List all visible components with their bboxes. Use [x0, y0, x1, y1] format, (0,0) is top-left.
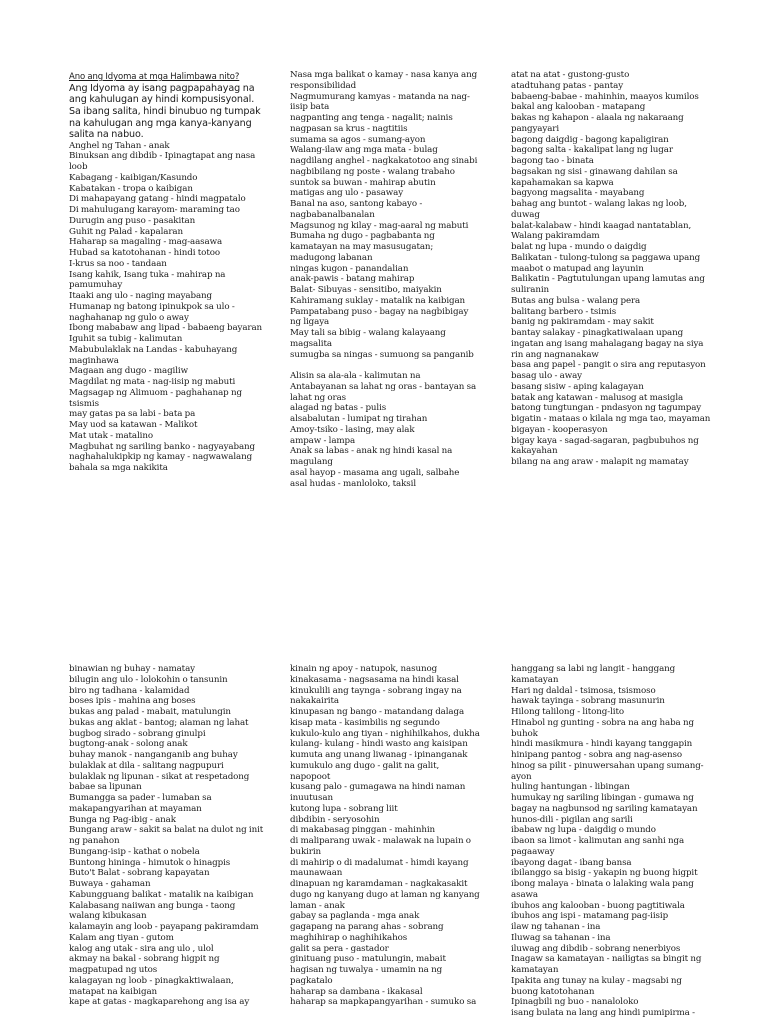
idiom-entry: Guhit ng Palad - kapalaran	[69, 226, 183, 237]
column-5	[290, 664, 480, 1008]
idiom-entry: bigatin - mataas o kilala ng mga tao, mayaman	[511, 414, 711, 424]
idiom-entry: hawak tayinga - sobrang masunurin	[511, 696, 665, 707]
idiom-list-1	[69, 141, 265, 474]
idiom-entry: bagyong magsalita - mayabang	[511, 188, 645, 199]
idiom-entry: Magaan ang dugo - magiliw	[69, 366, 188, 377]
idiom-entry: ampaw - lampa	[290, 435, 356, 446]
idiom-entry: Mat utak - matalino	[69, 430, 153, 441]
idiom-entry: iluwag ang dibdib - sobrang nenerbiyos	[511, 943, 681, 954]
idiom-entry: Kalam ang tiyan - gutom	[69, 932, 174, 943]
idiom-entry: kinupasan ng bango - matandang dalaga	[290, 707, 465, 717]
idiom-entry: Kabagang - kaibigan/Kasundo	[69, 172, 198, 183]
idiom-entry: Buwaya - gahaman	[69, 879, 151, 889]
idiom-entry: sumama sa agos - sumang-ayon	[290, 134, 426, 145]
idiom-entry: ginituang puso - matulungin, mabait	[290, 954, 446, 965]
idiom-entry: kutong lupa - sobrang liit	[290, 803, 398, 814]
idiom-entry: ibaon sa limot - kalimutan ang sanhi nga pagaaway	[511, 836, 685, 857]
idiom-entry: Anak sa labas - anak ng hindi kasal na magulang	[290, 446, 453, 467]
idiom-entry: Magdilat ng mata - nag-iisip ng mabuti	[69, 377, 236, 388]
idiom-entry: batong tungtungan - pndasyon ng tagumpay	[511, 403, 702, 414]
idiom-entry: Inagaw sa kamatayan - nailigtas sa bingit ng kamatayan	[511, 954, 702, 975]
idiom-entry: balitang barbero - tsimis	[511, 306, 617, 317]
idiom-entry: Binuksan ang dibdib - Ipinagtapat ang nasa loob	[69, 151, 256, 173]
idiom-entry: di maliparang uwak - malawak na lupain o bukirin	[290, 836, 471, 857]
idiom-entry: asal hayop - masama ang ugali, salbahe	[290, 467, 460, 478]
idiom-entry: Hinabol ng gunting - sobra na ang haba ng buhok	[511, 717, 694, 739]
idiom-entry: isang bulata na lang ang hindi pumipirma -	[511, 1008, 695, 1018]
idiom-entry: Durugin ang puso - pasakitan	[69, 215, 196, 226]
column-2	[290, 70, 480, 489]
idiom-entry: Isang kahik, Isang tuka - mahirap na pamumuhay	[69, 269, 226, 291]
idiom-entry: nagbibilang ng poste - walang trabaho	[290, 166, 455, 177]
idiom-entry: boses ipis - mahina ang boses	[69, 696, 196, 707]
idiom-entry: bantay salakay - pinagkatiwalaan upang ingatan ang isang mahalagang bagay na siya rin ang nagnanakaw	[511, 328, 704, 360]
idiom-entry: May tali sa bibig - walang kalayaang magsalita	[290, 328, 446, 349]
idiom-entry: Pampatabang puso - bagay na nagbibigay ng ligaya	[290, 306, 469, 328]
idiom-entry: bilugin ang ulo - lolokohin o tansunin	[69, 674, 228, 685]
idiom-entry: nagpanting ang tenga - nagalit; nainis	[290, 113, 453, 123]
idiom-entry: Amoy-tsiko - lasing, may alak	[290, 424, 415, 435]
idiom-entry: Iluwag sa tahanan - ina	[511, 932, 611, 943]
idiom-entry: Haharap sa magaling - mag-aasawa	[69, 237, 223, 248]
idiom-entry: Buto't Balat - sobrang kapayatan	[69, 868, 210, 879]
column-4	[69, 664, 265, 1008]
idiom-entry: biro ng tadhana - kalamidad	[69, 685, 190, 696]
idiom-entry: bagong daigdig - bagong kapaligiran	[511, 134, 669, 145]
idiom-entry: bulaklak at dila - salitang nagpupuri	[69, 760, 224, 771]
idiom-entry: ilaw ng tahanan - ina	[511, 922, 601, 932]
idiom-entry: ibuhos ang kalooban - buong pagtitiwala	[511, 900, 685, 911]
idiom-entry: bukas ang palad - mabait, matulungin	[69, 707, 231, 717]
idiom-entry: Hari ng daldal - tsimosa, tsismoso	[511, 685, 656, 696]
idiom-entry: Hubad sa katotohanan - hindi totoo	[69, 248, 220, 259]
idiom-entry: haharap sa dambana - ikakasal	[290, 986, 423, 997]
idiom-entry: kinain ng apoy - natupok, nasunog	[290, 664, 438, 674]
idiom-entry: hunos-dili - pigilan ang sarili	[511, 814, 633, 825]
idiom-entry: hanggang sa labi ng langit - hanggang kamatayan	[511, 664, 676, 685]
document-title: Ano ang Idyoma at mga Halimbawa nito?	[69, 72, 240, 82]
idiom-entry: Kalabasang naiiwan ang bunga - taong walang kibukasan	[69, 900, 236, 922]
idiom-entry: naghahalukipkip ng kamay - nagwawalang bahala sa mga nakikita	[69, 452, 253, 474]
idiom-entry: bahag ang buntot - walang lakas ng loob, duwag	[511, 199, 687, 220]
idiom-list-5	[290, 664, 480, 1008]
idiom-entry: basang sisiw - aping kalagayan	[511, 381, 644, 392]
idiom-entry: ningas kugon - panandalian	[290, 263, 409, 274]
idiom-entry: bukas ang aklat - bantog; alaman ng lahat	[69, 717, 249, 728]
idiom-entry: gagapang na parang ahas - sobrang maghihirap o naghihikahos	[290, 922, 444, 943]
idiom-entry: Magsagap ng Alimuom - paghahanap ng tsismis	[69, 387, 242, 409]
idiom-entry: bilang na ang araw - malapit ng mamatay	[511, 457, 689, 467]
idiom-entry: Balikatin - Pagtutulungan upang lamutas ang suliranin	[511, 274, 705, 295]
section-gap	[290, 360, 480, 371]
column-3	[511, 70, 711, 468]
idiom-entry: Bumangga sa pader - lumaban sa makapangyarihan at mayaman	[69, 793, 212, 814]
idiom-list-6	[511, 664, 711, 1019]
idiom-entry: nagpasan sa krus - nagtitiis	[290, 123, 408, 134]
idiom-entry: bulaklak ng lipunan - sikat at respetadong babae sa lipunan	[69, 771, 250, 793]
idiom-entry: hagisan ng tuwalya - umamin na ng pagkatalo	[290, 965, 443, 986]
idiom-entry: matigas ang ulo - pasaway	[290, 188, 404, 199]
idiom-entry: kulang- kulang - hindi wasto ang kaisipan	[290, 739, 468, 750]
idiom-entry: Bungang-isip - kathat o nobela	[69, 846, 200, 857]
idiom-entry: humukay ng sariling libingan - gumawa ng bagay na nagbunsod ng sariling kamatayan	[511, 793, 698, 814]
idiom-entry: Balikatan - tulong-tulong sa paggawa upang maabot o matupad ang layunin	[511, 252, 701, 274]
idiom-entry: Humanap ng batong ipinukpok sa ulo - naghahanap ng gulo o away	[69, 301, 235, 323]
idiom-entry: sumugba sa ningas - sumuong sa panganib	[290, 349, 474, 360]
idiom-entry: Anghel ng Tahan - anak	[69, 140, 170, 151]
idiom-entry: basa ang papel - pangit o sira ang reputasyon	[511, 360, 706, 371]
idiom-entry: ibayong dagat - ibang bansa	[511, 857, 632, 868]
idiom-entry: alsabalutan - lumipat ng tirahan	[290, 414, 428, 424]
idiom-entry: buhay manok - nanganganib ang buhay	[69, 750, 238, 760]
idiom-entry: Balat- Sibuyas - sensitibo, maiyakin	[290, 285, 442, 295]
idiom-entry: bakas ng kahapon - alaala ng nakaraang pangyayari	[511, 113, 684, 134]
idiom-entry: binawian ng buhay - namatay	[69, 664, 195, 674]
idiom-entry: Iguhit sa tubig - kalimutan	[69, 334, 183, 345]
intro-paragraph: Ang Idyoma ay isang pagpapahayag na ang kahulugan ay hindi kompusisyonal. Sa ibang salita, hindi binubuo ng tumpak na kahulugan ang mga kanya-kanyang salita na nabuo.	[69, 82, 261, 141]
idiom-entry: Ipinagbili ng buo - nanaloloko	[511, 997, 639, 1008]
idiom-entry: Bunga ng Pag-ibig - anak	[69, 814, 176, 825]
idiom-entry: hindi masikmura - hindi kayang tanggapin	[511, 739, 693, 750]
idiom-entry: anak-pawis - batang mahirap	[290, 274, 415, 285]
idiom-entry: bagong salta - kakalipat lang ng lugar	[511, 145, 673, 156]
idiom-entry: Ipakita ang tunay na kulay - magsabi ng buong katotohanan	[511, 975, 682, 997]
idiom-entry: dugo ng kanyang dugo at laman ng kanyang laman - anak	[290, 889, 480, 911]
idiom-entry: haharap sa mapkapangyarihan - sumuko sa	[290, 997, 477, 1008]
idiom-list-4	[69, 664, 265, 1008]
idiom-entry: Kabatakan - tropa o kaibigan	[69, 183, 193, 194]
idiom-entry: nagdilang anghel - nagkakatotoo ang sinabi	[290, 156, 478, 166]
idiom-entry: dinapuan ng karamdaman - nagkakasakit	[290, 879, 468, 889]
idiom-entry: banig ng pakiramdam - may sakit	[511, 317, 654, 328]
idiom-entry: Di mahapayang gatang - hindi magpatalo	[69, 194, 246, 205]
idiom-entry: Magsunog ng kilay - mag-aaral ng mabuti	[290, 220, 469, 231]
idiom-entry: Kahiramang suklay - matalik na kaibigan	[290, 295, 466, 306]
idiom-entry: bigay kaya - sagad-sagaran, pagbubuhos ng kakayahan	[511, 435, 699, 457]
idiom-entry: Bungang araw - sakit sa balat na dulot ng init ng panahon	[69, 825, 264, 846]
idiom-entry: kalog ang utak - sira ang ulo , ulol	[69, 943, 214, 954]
idiom-entry: ibabaw ng lupa - daigdig o mundo	[511, 825, 656, 836]
idiom-entry: balat ng lupa - mundo o daigdig	[511, 242, 647, 252]
idiom-entry: may gatas pa sa labi - bata pa	[69, 409, 196, 420]
idiom-entry: bagsakan ng sisi - ginawang dahilan sa kapahamakan sa kapwa	[511, 166, 678, 188]
idiom-entry: gabay sa paglanda - mga anak	[290, 911, 420, 922]
idiom-entry: di makabasag pinggan - mahinhin	[290, 825, 436, 836]
idiom-entry: balat-kalabaw - hindi kaagad nantatablan, Walang pakiramdam	[511, 220, 692, 242]
idiom-entry: bugtong-anak - solong anak	[69, 739, 188, 750]
idiom-entry: kusang palo - gumagawa na hindi naman inuutusan	[290, 782, 466, 803]
idiom-entry: Hilong talilong - litong-lito	[511, 707, 624, 717]
idiom-entry: Nagmumurang kamyas - matanda na nag-iisip bata	[290, 91, 470, 113]
column-1	[69, 72, 265, 474]
idiom-entry: atadtuhang patas - pantay	[511, 80, 624, 91]
idiom-entry: kumuta ang unang liwanag - ipinanganak	[290, 750, 468, 760]
column-6	[511, 664, 711, 1019]
idiom-list-3	[511, 70, 711, 468]
idiom-entry: asal hudas - manloloko, taksil	[290, 478, 417, 489]
idiom-entry: Nasa mga balikat o kamay - nasa kanya ang responsibilidad	[290, 70, 478, 91]
idiom-entry: babaeng-babae - mahinhin, maayos kumilos	[511, 91, 699, 102]
idiom-entry: suntok sa buwan - mahirap abutin	[290, 177, 436, 188]
idiom-entry: alagad ng batas - pulis	[290, 403, 387, 414]
idiom-entry: May uod sa katawan - Malikot	[69, 420, 198, 431]
idiom-entry: kape at gatas - magkaparehong ang isa ay	[69, 997, 250, 1008]
idiom-entry: bugbog sirado - sobrang ginulpi	[69, 728, 206, 739]
idiom-entry: Bumaha ng dugo - pagbabanta ng kamatayan na may masusugatan; madugong labanan	[290, 231, 435, 263]
idiom-entry: basag ulo - away	[511, 371, 582, 381]
idiom-entry: Mabubulaklak na Landas - kabuhayang maginhawa	[69, 344, 238, 366]
idiom-entry: ibilanggo sa bisig - yakapin ng buong higpit	[511, 868, 698, 879]
idiom-entry: di mahirip o di madalumat - himdi kayang maunawaan	[290, 857, 469, 879]
idiom-entry: dibdibin - seryosohin	[290, 814, 380, 825]
idiom-entry: Antabayanan sa lahat ng oras - bantayan sa lahat ng oras	[290, 381, 477, 403]
idiom-entry: akmay na bakal - sobrang higpit ng magpatupad ng utos	[69, 954, 220, 975]
idiom-entry: Ibong mababaw ang lipad - babaeng bayaran	[69, 323, 263, 334]
idiom-entry: huling hantungan - libingan	[511, 782, 630, 793]
idiom-entry: Butas ang bulsa - walang pera	[511, 295, 641, 306]
idiom-entry: kisap mata - kasimbilis ng segundo	[290, 717, 440, 728]
idiom-entry: bakal ang kalooban - matapang	[511, 102, 646, 113]
idiom-entry: Alisin sa ala-ala - kalimutan na	[290, 371, 421, 381]
idiom-entry: hinipang pantog - sobra ang nag-asenso	[511, 750, 682, 760]
idiom-entry: hinog sa pilit - pinuwersahan upang sumang-ayon	[511, 760, 704, 782]
idiom-entry: galit sa pera - gastador	[290, 943, 389, 954]
idiom-entry: I-krus sa noo - tandaan	[69, 258, 167, 269]
idiom-entry: Kabungguang balikat - matalik na kaibigan	[69, 889, 254, 900]
idiom-entry: bagong tao - binata	[511, 156, 594, 166]
idiom-entry: ibong malaya - binata o lalaking wala pang asawa	[511, 879, 694, 900]
idiom-entry: kukulo-kulo ang tiyan - nighihilkahos, dukha	[290, 728, 480, 739]
idiom-entry: kumukulo ang dugo - galit na galit, napopoot	[290, 760, 440, 782]
idiom-entry: Buntong hininga - himutok o hinagpis	[69, 857, 231, 868]
idiom-entry: atat na atat - gustong-gusto	[511, 70, 630, 80]
idiom-entry: Di mahulugang karayom- maraming tao	[69, 205, 240, 216]
idiom-entry: bigayan - kooperasyon	[511, 424, 608, 435]
idiom-entry: kalamayin ang loob - payapang pakiramdam	[69, 922, 259, 932]
idiom-entry: Walang-ilaw ang mga mata - bulag	[290, 145, 438, 156]
idiom-entry: Banal na aso, santong kabayo - nagbabanalbanalan	[290, 199, 423, 220]
idiom-entry: batak ang katawan - malusog at masigla	[511, 392, 684, 403]
idiom-entry: ibuhos ang ispi - matamang pag-iisip	[511, 911, 669, 922]
idiom-entry: kinakasama - nagsasama na hindi kasal	[290, 674, 459, 685]
idiom-list-2	[290, 70, 480, 489]
idiom-entry: kalagayan ng loob - pinagkaktiwalaan, matapat na kaibigan	[69, 975, 234, 997]
idiom-entry: Itaaki ang ulo - naging mayabang	[69, 291, 212, 302]
idiom-entry: kinukulili ang taynga - sobrang ingay na nakakairita	[290, 685, 462, 707]
idiom-entry: Magbuhat ng sariling banko - nagyayabang	[69, 441, 255, 452]
